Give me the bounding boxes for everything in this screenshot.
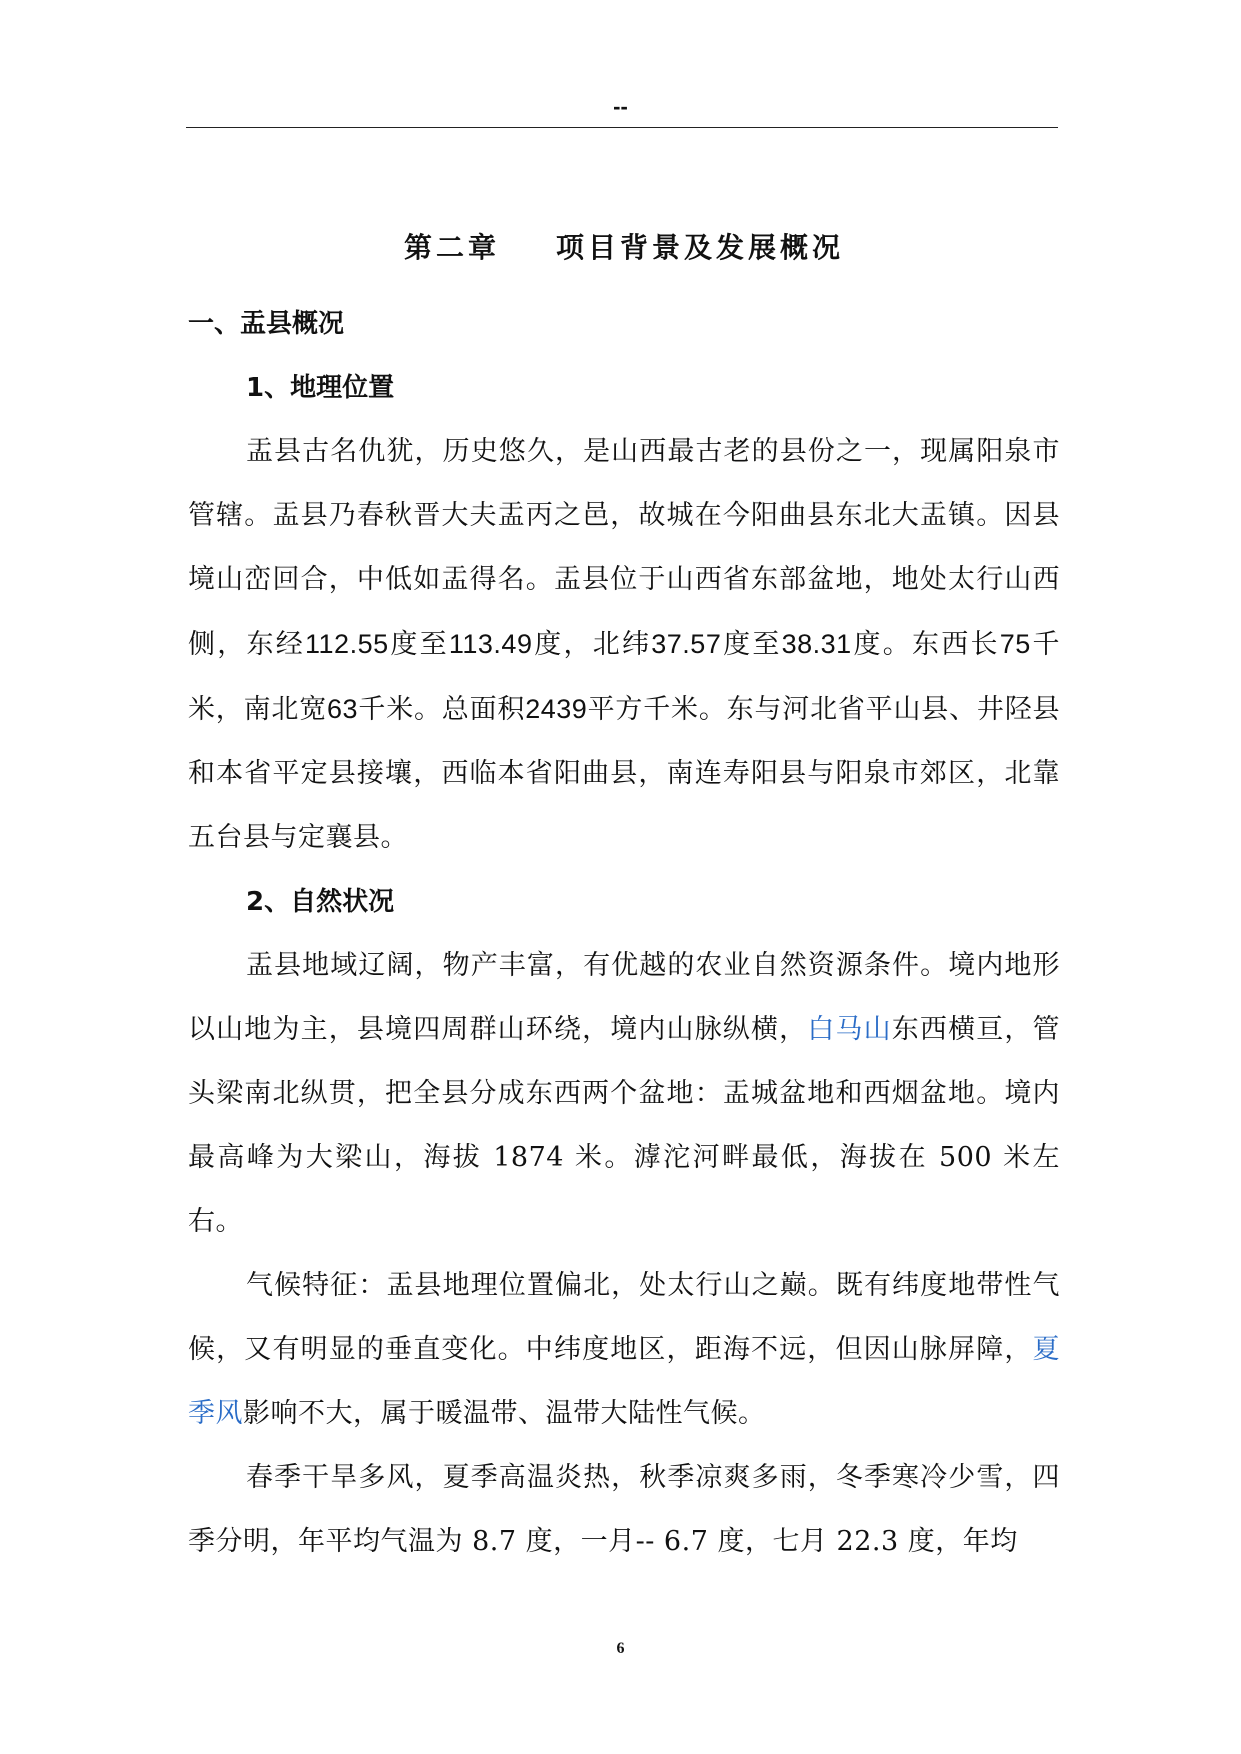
page-number: 6 — [616, 1640, 625, 1657]
paragraph-climate: 气候特征：盂县地理位置偏北，处太行山之巅。既有纬度地带性气候，又有明显的垂直变化。中纬度地区，距海不远，但因山脉屏障，夏季风影响不大，属于暖温带、温带大陆性气候。 — [188, 1270, 1060, 1429]
chapter-name: 项目背景及发展概况 — [556, 231, 845, 264]
chapter-title — [188, 220, 1060, 276]
paragraph-terrain: 盂县地域辽阔，物产丰富，有优越的农业自然资源条件。境内地形以山地为主，县境四周群山环绕，境内山脉纵横，白马山东西横亘，管头梁南北纵贯，把全县分成东西两个盆地：盂城盆地和西烟盆地。境内最高峰为大梁山，海拔 1874 米。滹沱河畔最低，海拔在 500 米左右。 — [188, 950, 1061, 1237]
link-summer-monsoon[interactable]: 夏季风 — [188, 1334, 1060, 1429]
header-divider — [186, 127, 1058, 128]
paragraph-seasons: 春季干旱多风，夏季高温炎热，秋季凉爽多雨，冬季寒冷少雪，四季分明，年平均气温为 8.7 度，一月-- 6.7 度，七月 22.3 度，年均 — [188, 1462, 1060, 1557]
page-content — [188, 220, 1060, 1574]
section-heading: 一、盂县概况 — [188, 309, 345, 339]
subsection-heading-location: 1、地理位置 — [246, 373, 395, 403]
chapter-number: 第二章 — [403, 231, 500, 264]
link-baimashan[interactable]: 白马山 — [807, 1014, 892, 1045]
subsection-heading-nature: 2、自然状况 — [246, 887, 395, 917]
header-mark: -- — [613, 94, 628, 119]
paragraph-location: 盂县古名仇犹，历史悠久，是山西最古老的县份之一，现属阳泉市管辖。盂县乃春秋晋大夫盂丙之邑，故城在今阳曲县东北大盂镇。因县境山峦回合，中低如盂得名。盂县位于山西省东部盆地，地处太行山西侧，东经112.55度至113.49度，北纬37.57度至38.31度。东西长75千米，南北宽63千米。总面积2439平方千米。东与河北省平山县、井陉县和本省平定县接壤，西临本省阳曲县，南连寿阳县与阳泉市郊区，北靠五台县与定襄县。 — [188, 436, 1061, 853]
